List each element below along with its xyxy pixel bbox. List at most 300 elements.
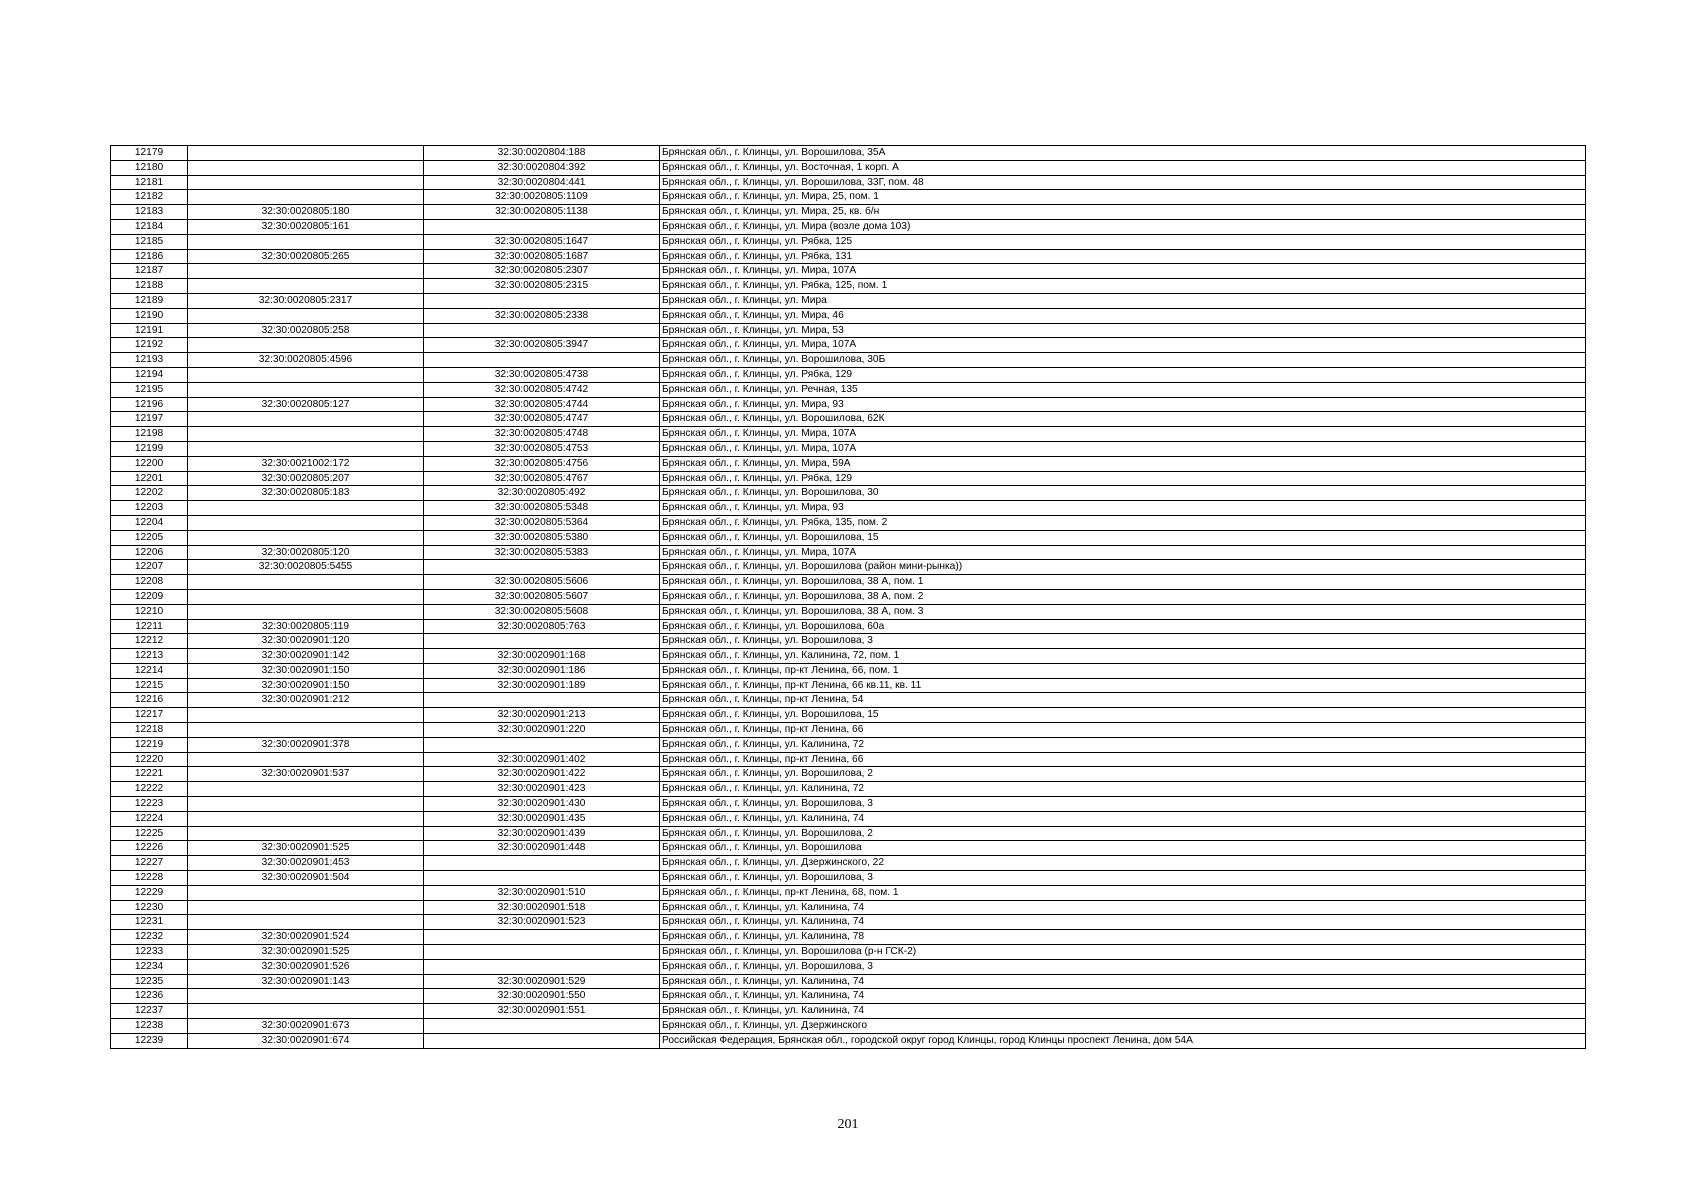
table-row [111,723,1586,738]
table-row [111,575,1586,590]
table-row [111,175,1586,190]
row-number-cell: 12239 [111,1033,188,1048]
address-cell: Брянская обл., г. Клинцы, ул. Рябка, 135, пом. 2 [660,515,1586,530]
address-cell: Брянская обл., г. Клинцы, ул. Ворошилова, 33Г, пом. 48 [660,175,1586,190]
row-number-cell: 12215 [111,678,188,693]
object-cadastral-cell: 32:30:0020901:550 [424,989,660,1004]
object-cadastral-cell [424,293,660,308]
object-cadastral-cell: 32:30:0020804:188 [424,146,660,161]
row-number-cell: 12192 [111,338,188,353]
table-row [111,249,1586,264]
address-cell: Брянская обл., г. Клинцы, ул. Ворошилова (район мини-рынка)) [660,560,1586,575]
row-number-cell: 12225 [111,826,188,841]
address-cell: Брянская обл., г. Клинцы, ул. Мира, 46 [660,308,1586,323]
address-cell: Брянская обл., г. Клинцы, ул. Ворошилова, 35А [660,146,1586,161]
address-cell: Брянская обл., г. Клинцы, ул. Мира (возле дома 103) [660,219,1586,234]
table-row [111,885,1586,900]
object-cadastral-cell: 32:30:0020805:1109 [424,190,660,205]
object-cadastral-cell: 32:30:0020901:529 [424,974,660,989]
row-number-cell: 12216 [111,693,188,708]
address-cell: Брянская обл., г. Клинцы, ул. Ворошилова, 38 А, пом. 1 [660,575,1586,590]
row-number-cell: 12203 [111,501,188,516]
table-row [111,234,1586,249]
parcel-cadastral-cell [188,264,424,279]
address-cell: Брянская обл., г. Клинцы, ул. Калинина, 72, пом. 1 [660,649,1586,664]
table-row [111,367,1586,382]
row-number-cell: 12196 [111,397,188,412]
row-number-cell: 12218 [111,723,188,738]
table-row [111,959,1586,974]
object-cadastral-cell: 32:30:0020901:439 [424,826,660,841]
parcel-cadastral-cell [188,752,424,767]
address-cell: Брянская обл., г. Клинцы, ул. Ворошилова, 3 [660,871,1586,886]
object-cadastral-cell: 32:30:0020805:492 [424,486,660,501]
table-row [111,989,1586,1004]
table-row [111,737,1586,752]
row-number-cell: 12213 [111,649,188,664]
address-cell: Брянская обл., г. Клинцы, ул. Ворошилова, 3 [660,797,1586,812]
parcel-cadastral-cell [188,589,424,604]
object-cadastral-cell: 32:30:0020901:189 [424,678,660,693]
parcel-cadastral-cell: 32:30:0020805:183 [188,486,424,501]
address-cell: Брянская обл., г. Клинцы, пр-кт Ленина, 66 [660,723,1586,738]
row-number-cell: 12207 [111,560,188,575]
address-cell: Брянская обл., г. Клинцы, пр-кт Ленина, 66 кв.11, кв. 11 [660,678,1586,693]
object-cadastral-cell: 32:30:0020805:5364 [424,515,660,530]
row-number-cell: 12214 [111,663,188,678]
table-row [111,945,1586,960]
row-number-cell: 12227 [111,856,188,871]
parcel-cadastral-cell: 32:30:0020805:127 [188,397,424,412]
row-number-cell: 12198 [111,427,188,442]
table-row [111,708,1586,723]
row-number-cell: 12210 [111,604,188,619]
parcel-cadastral-cell: 32:30:0020901:150 [188,678,424,693]
object-cadastral-cell [424,1019,660,1034]
address-cell: Брянская обл., г. Клинцы, ул. Рябка, 129 [660,367,1586,382]
row-number-cell: 12232 [111,930,188,945]
parcel-cadastral-cell: 32:30:0020805:265 [188,249,424,264]
object-cadastral-cell: 32:30:0020804:441 [424,175,660,190]
address-cell: Брянская обл., г. Клинцы, ул. Ворошилова, 30 [660,486,1586,501]
object-cadastral-cell [424,737,660,752]
parcel-cadastral-cell: 32:30:0020805:5455 [188,560,424,575]
parcel-cadastral-cell [188,279,424,294]
address-cell: Брянская обл., г. Клинцы, пр-кт Ленина, 54 [660,693,1586,708]
object-cadastral-cell [424,871,660,886]
object-cadastral-cell: 32:30:0020901:168 [424,649,660,664]
row-number-cell: 12180 [111,160,188,175]
table-row [111,915,1586,930]
parcel-cadastral-cell [188,190,424,205]
object-cadastral-cell: 32:30:0020805:2338 [424,308,660,323]
parcel-cadastral-cell: 32:30:0020901:673 [188,1019,424,1034]
parcel-cadastral-cell: 32:30:0020901:143 [188,974,424,989]
parcel-cadastral-cell [188,515,424,530]
row-number-cell: 12187 [111,264,188,279]
parcel-cadastral-cell [188,234,424,249]
table-row [111,767,1586,782]
parcel-cadastral-cell [188,797,424,812]
address-cell: Брянская обл., г. Клинцы, ул. Рябка, 131 [660,249,1586,264]
row-number-cell: 12212 [111,634,188,649]
row-number-cell: 12226 [111,841,188,856]
table-row [111,871,1586,886]
row-number-cell: 12236 [111,989,188,1004]
object-cadastral-cell: 32:30:0020805:5606 [424,575,660,590]
object-cadastral-cell: 32:30:0020901:518 [424,900,660,915]
table-row [111,412,1586,427]
parcel-cadastral-cell: 32:30:0020805:180 [188,205,424,220]
row-number-cell: 12188 [111,279,188,294]
row-number-cell: 12222 [111,782,188,797]
table-row [111,604,1586,619]
address-cell: Брянская обл., г. Клинцы, ул. Мира, 53 [660,323,1586,338]
object-cadastral-cell: 32:30:0020901:422 [424,767,660,782]
address-cell: Брянская обл., г. Клинцы, ул. Калинина, 74 [660,900,1586,915]
parcel-cadastral-cell [188,915,424,930]
object-cadastral-cell [424,693,660,708]
object-cadastral-cell: 32:30:0020901:423 [424,782,660,797]
address-cell: Брянская обл., г. Клинцы, ул. Ворошилова, 2 [660,767,1586,782]
parcel-cadastral-cell: 32:30:0020901:453 [188,856,424,871]
parcel-cadastral-cell [188,367,424,382]
row-number-cell: 12234 [111,959,188,974]
address-cell: Брянская обл., г. Клинцы, ул. Калинина, 74 [660,915,1586,930]
parcel-cadastral-cell: 32:30:0020901:120 [188,634,424,649]
address-cell: Брянская обл., г. Клинцы, ул. Ворошилова, 38 А, пом. 2 [660,589,1586,604]
parcel-cadastral-cell [188,427,424,442]
object-cadastral-cell [424,560,660,575]
row-number-cell: 12208 [111,575,188,590]
parcel-cadastral-cell: 32:30:0020901:526 [188,959,424,974]
parcel-cadastral-cell: 32:30:0020901:142 [188,649,424,664]
row-number-cell: 12181 [111,175,188,190]
parcel-cadastral-cell [188,811,424,826]
row-number-cell: 12221 [111,767,188,782]
row-number-cell: 12200 [111,456,188,471]
parcel-cadastral-cell [188,501,424,516]
parcel-cadastral-cell [188,1004,424,1019]
table-row [111,1004,1586,1019]
address-cell: Брянская обл., г. Клинцы, ул. Мира, 93 [660,501,1586,516]
table-row [111,441,1586,456]
parcel-cadastral-cell: 32:30:0020805:2317 [188,293,424,308]
object-cadastral-cell: 32:30:0020901:402 [424,752,660,767]
registry-table-body [111,146,1586,1049]
address-cell: Брянская обл., г. Клинцы, ул. Мира [660,293,1586,308]
table-row [111,811,1586,826]
address-cell: Брянская обл., г. Клинцы, ул. Ворошилова, 30Б [660,353,1586,368]
object-cadastral-cell: 32:30:0020805:5348 [424,501,660,516]
table-row [111,930,1586,945]
object-cadastral-cell: 32:30:0020805:4748 [424,427,660,442]
object-cadastral-cell [424,353,660,368]
parcel-cadastral-cell: 32:30:0020805:258 [188,323,424,338]
table-row [111,663,1586,678]
table-row [111,974,1586,989]
row-number-cell: 12238 [111,1019,188,1034]
object-cadastral-cell: 32:30:0020804:392 [424,160,660,175]
table-row [111,619,1586,634]
address-cell: Брянская обл., г. Клинцы, ул. Мира, 25, пом. 1 [660,190,1586,205]
parcel-cadastral-cell: 32:30:0020901:525 [188,841,424,856]
parcel-cadastral-cell: 32:30:0020901:504 [188,871,424,886]
table-row [111,190,1586,205]
address-cell: Брянская обл., г. Клинцы, ул. Калинина, 78 [660,930,1586,945]
parcel-cadastral-cell: 32:30:0020805:161 [188,219,424,234]
address-cell: Брянская обл., г. Клинцы, ул. Ворошилова, 60а [660,619,1586,634]
table-row [111,427,1586,442]
parcel-cadastral-cell [188,441,424,456]
row-number-cell: 12231 [111,915,188,930]
object-cadastral-cell: 32:30:0020901:523 [424,915,660,930]
row-number-cell: 12228 [111,871,188,886]
object-cadastral-cell: 32:30:0020805:4753 [424,441,660,456]
table-row [111,353,1586,368]
row-number-cell: 12202 [111,486,188,501]
row-number-cell: 12219 [111,737,188,752]
table-row [111,397,1586,412]
table-row [111,471,1586,486]
parcel-cadastral-cell [188,885,424,900]
table-row [111,752,1586,767]
object-cadastral-cell: 32:30:0020805:4744 [424,397,660,412]
parcel-cadastral-cell: 32:30:0020805:120 [188,545,424,560]
row-number-cell: 12190 [111,308,188,323]
parcel-cadastral-cell [188,723,424,738]
row-number-cell: 12230 [111,900,188,915]
address-cell: Брянская обл., г. Клинцы, ул. Мира, 107А [660,338,1586,353]
object-cadastral-cell: 32:30:0020805:1647 [424,234,660,249]
object-cadastral-cell: 32:30:0020901:430 [424,797,660,812]
address-cell: Брянская обл., г. Клинцы, ул. Восточная, 1 корп. А [660,160,1586,175]
address-cell: Брянская обл., г. Клинцы, ул. Рябка, 129 [660,471,1586,486]
object-cadastral-cell: 32:30:0020805:4756 [424,456,660,471]
object-cadastral-cell: 32:30:0020805:3947 [424,338,660,353]
object-cadastral-cell [424,323,660,338]
parcel-cadastral-cell [188,412,424,427]
table-row [111,205,1586,220]
row-number-cell: 12183 [111,205,188,220]
object-cadastral-cell: 32:30:0020901:435 [424,811,660,826]
table-row [111,545,1586,560]
address-cell: Брянская обл., г. Клинцы, ул. Дзержинского, 22 [660,856,1586,871]
row-number-cell: 12237 [111,1004,188,1019]
object-cadastral-cell: 32:30:0020805:5608 [424,604,660,619]
object-cadastral-cell [424,634,660,649]
object-cadastral-cell: 32:30:0020901:220 [424,723,660,738]
table-row [111,782,1586,797]
object-cadastral-cell: 32:30:0020805:2315 [424,279,660,294]
table-row [111,1033,1586,1048]
address-cell: Брянская обл., г. Клинцы, пр-кт Ленина, 68, пом. 1 [660,885,1586,900]
row-number-cell: 12233 [111,945,188,960]
row-number-cell: 12193 [111,353,188,368]
row-number-cell: 12229 [111,885,188,900]
row-number-cell: 12224 [111,811,188,826]
row-number-cell: 12201 [111,471,188,486]
object-cadastral-cell [424,856,660,871]
object-cadastral-cell [424,219,660,234]
table-row [111,486,1586,501]
row-number-cell: 12185 [111,234,188,249]
parcel-cadastral-cell [188,604,424,619]
parcel-cadastral-cell [188,530,424,545]
address-cell: Брянская обл., г. Клинцы, ул. Мира, 93 [660,397,1586,412]
object-cadastral-cell: 32:30:0020901:448 [424,841,660,856]
address-cell: Брянская обл., г. Клинцы, ул. Ворошилова [660,841,1586,856]
address-cell: Брянская обл., г. Клинцы, ул. Ворошилова, 62К [660,412,1586,427]
parcel-cadastral-cell [188,575,424,590]
object-cadastral-cell: 32:30:0020901:551 [424,1004,660,1019]
parcel-cadastral-cell [188,308,424,323]
parcel-cadastral-cell: 32:30:0020805:119 [188,619,424,634]
object-cadastral-cell [424,959,660,974]
table-row [111,530,1586,545]
address-cell: Российская Федерация, Брянская обл., городской округ город Клинцы, город Клинцы проспект Ленина, дом 54А [660,1033,1586,1048]
address-cell: Брянская обл., г. Клинцы, ул. Ворошилова, 15 [660,530,1586,545]
address-cell: Брянская обл., г. Клинцы, ул. Мира, 59А [660,456,1586,471]
table-row [111,649,1586,664]
table-row [111,160,1586,175]
address-cell: Брянская обл., г. Клинцы, ул. Мира, 107А [660,441,1586,456]
parcel-cadastral-cell: 32:30:0020901:212 [188,693,424,708]
parcel-cadastral-cell [188,708,424,723]
address-cell: Брянская обл., г. Клинцы, ул. Калинина, 74 [660,1004,1586,1019]
row-number-cell: 12223 [111,797,188,812]
row-number-cell: 12199 [111,441,188,456]
parcel-cadastral-cell: 32:30:0020805:207 [188,471,424,486]
parcel-cadastral-cell [188,160,424,175]
row-number-cell: 12209 [111,589,188,604]
parcel-cadastral-cell [188,175,424,190]
row-number-cell: 12220 [111,752,188,767]
parcel-cadastral-cell [188,826,424,841]
address-cell: Брянская обл., г. Клинцы, ул. Мира, 107А [660,545,1586,560]
table-row [111,279,1586,294]
table-row [111,560,1586,575]
row-number-cell: 12205 [111,530,188,545]
table-row [111,826,1586,841]
parcel-cadastral-cell: 32:30:0020901:150 [188,663,424,678]
address-cell: Брянская обл., г. Клинцы, ул. Рябка, 125, пом. 1 [660,279,1586,294]
parcel-cadastral-cell [188,338,424,353]
row-number-cell: 12211 [111,619,188,634]
page-number: 201 [837,1117,859,1132]
table-row [111,293,1586,308]
address-cell: Брянская обл., г. Клинцы, ул. Калинина, 72 [660,782,1586,797]
table-row [111,308,1586,323]
row-number-cell: 12189 [111,293,188,308]
object-cadastral-cell [424,930,660,945]
row-number-cell: 12206 [111,545,188,560]
table-row [111,382,1586,397]
row-number-cell: 12186 [111,249,188,264]
parcel-cadastral-cell [188,146,424,161]
object-cadastral-cell [424,945,660,960]
row-number-cell: 12204 [111,515,188,530]
parcel-cadastral-cell: 32:30:0020901:524 [188,930,424,945]
address-cell: Брянская обл., г. Клинцы, пр-кт Ленина, 66, пом. 1 [660,663,1586,678]
object-cadastral-cell: 32:30:0020805:5380 [424,530,660,545]
address-cell: Брянская обл., г. Клинцы, пр-кт Ленина, 66 [660,752,1586,767]
object-cadastral-cell: 32:30:0020805:2307 [424,264,660,279]
object-cadastral-cell: 32:30:0020805:4742 [424,382,660,397]
object-cadastral-cell: 32:30:0020805:5607 [424,589,660,604]
registry-table [110,145,1586,1049]
table-row [111,456,1586,471]
table-row [111,338,1586,353]
table-row [111,841,1586,856]
parcel-cadastral-cell: 32:30:0020901:674 [188,1033,424,1048]
address-cell: Брянская обл., г. Клинцы, ул. Мира, 25, кв. б/н [660,205,1586,220]
row-number-cell: 12179 [111,146,188,161]
address-cell: Брянская обл., г. Клинцы, ул. Мира, 107А [660,427,1586,442]
parcel-cadastral-cell [188,382,424,397]
row-number-cell: 12191 [111,323,188,338]
table-row [111,797,1586,812]
object-cadastral-cell: 32:30:0020805:5383 [424,545,660,560]
row-number-cell: 12235 [111,974,188,989]
parcel-cadastral-cell: 32:30:0020901:525 [188,945,424,960]
table-row [111,900,1586,915]
row-number-cell: 12194 [111,367,188,382]
object-cadastral-cell: 32:30:0020901:510 [424,885,660,900]
object-cadastral-cell: 32:30:0020901:186 [424,663,660,678]
object-cadastral-cell: 32:30:0020805:4767 [424,471,660,486]
table-row [111,693,1586,708]
address-cell: Брянская обл., г. Клинцы, ул. Калинина, 74 [660,974,1586,989]
address-cell: Брянская обл., г. Клинцы, ул. Ворошилова, 3 [660,634,1586,649]
address-cell: Брянская обл., г. Клинцы, ул. Ворошилова (р-н ГСК-2) [660,945,1586,960]
address-cell: Брянская обл., г. Клинцы, ул. Ворошилова, 2 [660,826,1586,841]
object-cadastral-cell: 32:30:0020805:1138 [424,205,660,220]
parcel-cadastral-cell: 32:30:0020901:378 [188,737,424,752]
address-cell: Брянская обл., г. Клинцы, ул. Калинина, 74 [660,989,1586,1004]
parcel-cadastral-cell: 32:30:0020805:4596 [188,353,424,368]
object-cadastral-cell: 32:30:0020805:763 [424,619,660,634]
address-cell: Брянская обл., г. Клинцы, ул. Ворошилова, 3 [660,959,1586,974]
address-cell: Брянская обл., г. Клинцы, ул. Дзержинского [660,1019,1586,1034]
object-cadastral-cell [424,1033,660,1048]
table-row [111,678,1586,693]
parcel-cadastral-cell [188,782,424,797]
object-cadastral-cell: 32:30:0020805:4738 [424,367,660,382]
row-number-cell: 12217 [111,708,188,723]
table-row [111,219,1586,234]
parcel-cadastral-cell: 32:30:0021002:172 [188,456,424,471]
table-row [111,856,1586,871]
row-number-cell: 12184 [111,219,188,234]
parcel-cadastral-cell: 32:30:0020901:537 [188,767,424,782]
table-row [111,264,1586,279]
address-cell: Брянская обл., г. Клинцы, ул. Речная, 135 [660,382,1586,397]
address-cell: Брянская обл., г. Клинцы, ул. Ворошилова, 38 А, пом. 3 [660,604,1586,619]
address-cell: Брянская обл., г. Клинцы, ул. Калинина, 74 [660,811,1586,826]
table-row [111,515,1586,530]
table-row [111,501,1586,516]
object-cadastral-cell: 32:30:0020901:213 [424,708,660,723]
address-cell: Брянская обл., г. Клинцы, ул. Калинина, 72 [660,737,1586,752]
parcel-cadastral-cell [188,989,424,1004]
row-number-cell: 12197 [111,412,188,427]
table-row [111,1019,1586,1034]
table-row [111,146,1586,161]
table-row [111,634,1586,649]
row-number-cell: 12195 [111,382,188,397]
table-row [111,323,1586,338]
